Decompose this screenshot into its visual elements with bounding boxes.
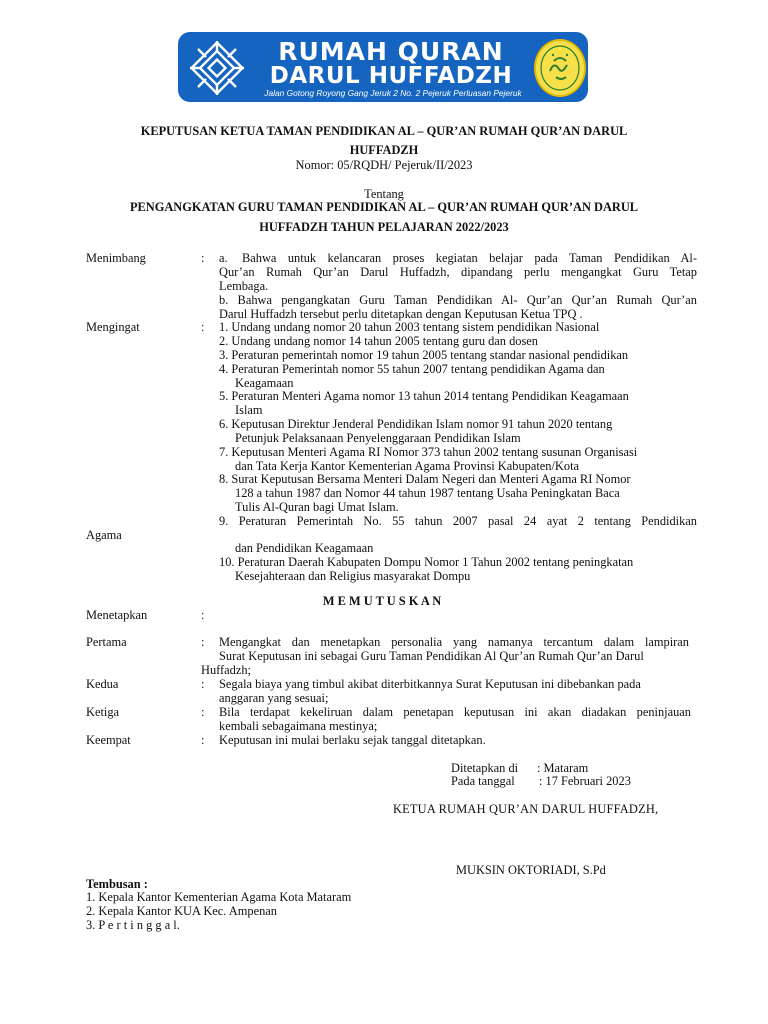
legal-basis-item-continued: 128 a tahun 1987 dan Nomor 44 tahun 1987 tentang Usaha Peningkatan Baca [235, 486, 620, 500]
fourth-article-colon: : [201, 733, 205, 747]
fourth-article-text: Keputusan ini mulai berlaku sejak tanggal ditetapkan. [219, 733, 486, 747]
legal-basis-item-continued: Islam [235, 403, 263, 417]
legal-basis-item-continued: Tulis Al-Quran bagi Umat Islam. [235, 500, 399, 514]
established-place-value: : Mataram [537, 761, 589, 775]
legal-basis-item: 8. Surat Keputusan Bersama Menteri Dalam Negeri dan Menteri Agama RI Nomor [219, 472, 631, 486]
legal-basis-item: 10. Peraturan Daerah Kabupaten Dompu Nomor 1 Tahun 2002 tentang peningkatan [219, 555, 634, 569]
first-article-text: Surat Keputusan ini sebagai Guru Taman Pendidikan Al Qur’an Rumah Qur’an Darul [219, 649, 644, 663]
legal-basis-item: 9. Peraturan Pemerintah No. 55 tahun 2007 pasal 24 ayat 2 tentang Pendidikan [219, 514, 697, 528]
third-article-text: kembali sebagaimana mestinya; [219, 719, 378, 733]
legal-basis-item: 1. Undang undang nomor 20 tahun 2003 tentang sistem pendidikan Nasional [219, 320, 600, 334]
legal-basis-item-continued: Kesejahteraan dan Religius masyarakat Dompu [235, 569, 471, 583]
established-place-label: Ditetapkan di [451, 761, 519, 775]
legal-basis-item: 6. Keputusan Direktur Jenderal Pendidikan Islam nomor 91 tahun 2020 tentang [219, 417, 613, 431]
first-article-text: Huffadzh; [201, 663, 252, 677]
copies-item: 3. P e r t i n g g a l. [86, 918, 180, 932]
calligraphy-seal-icon [534, 39, 586, 97]
established-date-label: Pada tanggal [451, 774, 515, 788]
copies-item: 2. Kepala Kantor KUA Kec. Ampenan [86, 904, 277, 918]
considering-a-marker: a. [219, 251, 228, 265]
considering-colon: : [201, 251, 205, 265]
legal-basis-item-continued: Keagamaan [235, 376, 294, 390]
second-article-text: Segala biaya yang timbul akibat diterbitkannya Surat Keputusan ini dibebankan pada [219, 677, 641, 691]
second-article-text: anggaran yang sesuai; [219, 691, 329, 705]
remembering-label: Mengingat [86, 320, 140, 334]
darul-huffadzh-logo-icon [186, 37, 248, 99]
brand-name-line1: RUMAH QURAN [278, 37, 504, 66]
considering-a-line: Qur’an Rumah Qur’an Darul Huffadzh, dipandang perlu mengangkat Guru Tetap [219, 265, 697, 279]
legal-basis-item: 3. Peraturan pemerintah nomor 19 tahun 2005 tentang standar nasional pendidikan [219, 348, 629, 362]
considering-a-line: Bahwa untuk kelancaran proses kegiatan belajar pada Taman Pendidikan Al- [242, 251, 697, 265]
third-article-colon: : [201, 705, 205, 719]
legal-basis-item: 4. Peraturan Pemerintah nomor 55 tahun 2007 tentang pendidikan Agama dan [219, 362, 605, 376]
decree-subject-line1: PENGANGKATAN GURU TAMAN PENDIDIKAN AL – QUR’AN RUMAH QUR’AN DARUL [129, 200, 639, 214]
legal-basis-item: 5. Peraturan Menteri Agama nomor 13 tahun 2014 tentang Pendidikan Keagamaan [219, 389, 629, 403]
third-article-label: Ketiga [86, 705, 120, 719]
decree-subject-line2: HUFFADZH TAHUN PELAJARAN 2022/2023 [259, 220, 509, 234]
legal-basis-item-continued: dan Pendidikan Keagamaan [235, 541, 374, 555]
decree-about: Tentang [364, 187, 404, 201]
considering-b-line: Darul Huffadzh tersebut perlu ditetapkan dengan Keputusan Ketua TPQ . [219, 307, 583, 321]
institution-address: Jalan Gotong Royong Gang Jeruk 2 No. 2 Pejeruk Perluasan Pejeruk [264, 88, 522, 98]
legal-basis-item: 2. Undang undang nomor 14 tahun 2005 tentang guru dan dosen [219, 334, 539, 348]
brand-name-line2: DARUL HUFFADZH [269, 63, 513, 89]
second-article-colon: : [201, 677, 205, 691]
legal-basis-item: 7. Keputusan Menteri Agama RI Nomor 373 tahun 2002 tentang susunan Organisasi [219, 445, 638, 459]
decree-title-line1: KEPUTUSAN KETUA TAMAN PENDIDIKAN AL – QUR’AN RUMAH QUR’AN DARUL [140, 124, 628, 138]
decision-heading: M E M U T U S K A N [322, 594, 442, 608]
signatory-name: MUKSIN OKTORIADI, S.Pd [456, 863, 606, 877]
letterhead-banner [178, 32, 588, 102]
legal-basis-item-continued: Petunjuk Pelaksanaan Penyelenggaraan Pendidikan Islam [235, 431, 521, 445]
first-article-label: Pertama [86, 635, 127, 649]
copies-item: 1. Kepala Kantor Kementerian Agama Kota Mataram [86, 890, 352, 904]
first-article-text: Mengangkat dan menetapkan personalia yang namanya tercantum dalam lampiran [219, 635, 689, 649]
decree-title-line2: HUFFADZH [349, 143, 419, 157]
third-article-text: Bila terdapat kekeliruan dalam penetapan keputusan ini akan diadakan peninjauan [219, 705, 691, 719]
considering-label: Menimbang [86, 251, 146, 265]
copies-heading: Tembusan : [86, 877, 148, 891]
remembering-colon: : [201, 320, 205, 334]
decree-number: Nomor: 05/RQDH/ Pejeruk/II/2023 [295, 158, 473, 172]
considering-a-line: Lembaga. [219, 279, 269, 293]
considering-b-line: b. Bahwa pengangkatan Guru Taman Pendidikan Al- Qur’an Qur’an Rumah Qur’an [219, 293, 697, 307]
establish-label: Menetapkan [86, 608, 148, 622]
established-date-value: : 17 Februari 2023 [539, 774, 631, 788]
signatory-position: KETUA RUMAH QUR’AN DARUL HUFFADZH, [393, 802, 659, 816]
first-article-colon: : [201, 635, 205, 649]
legal-basis-item-continued: dan Tata Kerja Kantor Kementerian Agama Provinsi Kabupaten/Kota [235, 459, 580, 473]
second-article-label: Kedua [86, 677, 119, 691]
fourth-article-label: Keempat [86, 733, 131, 747]
legal-basis-item-continued: Agama [86, 528, 122, 542]
establish-colon: : [201, 608, 205, 622]
